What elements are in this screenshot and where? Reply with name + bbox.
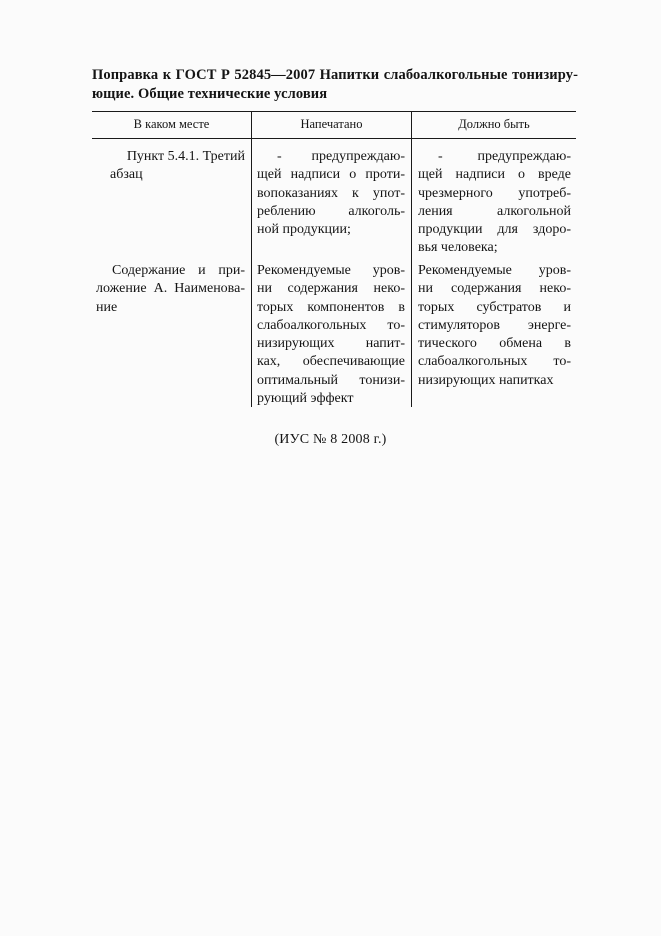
row2-printed-line: Рекомендуемые уров- bbox=[257, 263, 405, 278]
row1-should-be bbox=[418, 148, 571, 258]
row2-should-be-line: Рекомендуемые уров- bbox=[418, 263, 571, 278]
row1-where bbox=[96, 148, 245, 185]
row2-printed-line: торых компонентов в bbox=[257, 299, 405, 315]
row2-where-line: ние bbox=[96, 299, 118, 315]
row2-should-be-line: стимуляторов энерге- bbox=[418, 317, 571, 333]
document-title bbox=[92, 66, 578, 104]
row2-where-line: Содержание и при- bbox=[112, 263, 245, 278]
column-divider-2 bbox=[411, 111, 412, 407]
row1-should-be-line: продукции для здоро- bbox=[418, 222, 571, 238]
row2-printed-line: слабоалкогольных то- bbox=[257, 317, 405, 333]
row2-should-be bbox=[418, 262, 571, 390]
row1-should-be-line: ления алкогольной bbox=[418, 203, 571, 219]
row2-printed-line: рующий эффект bbox=[257, 391, 354, 407]
row1-should-be-line: - предупреждаю- bbox=[438, 149, 571, 164]
title-line-2: ющие. Общие технические условия bbox=[92, 86, 328, 102]
row2-should-be-line: торых субстратов и bbox=[418, 299, 571, 315]
header-where: В каком месте bbox=[133, 117, 210, 131]
header-printed: Напечатано bbox=[300, 117, 363, 131]
row1-printed-line: - предупреждаю- bbox=[277, 149, 405, 164]
row2-where-line: ложение А. Наименова- bbox=[96, 281, 245, 297]
row2-printed bbox=[257, 262, 405, 408]
title-line-1: Поправка к ГОСТ Р 52845—2007 Напитки слабоалкогольные тонизиру- bbox=[92, 67, 578, 83]
row2-should-be-line: низирующих напитках bbox=[418, 372, 554, 388]
table-top-rule bbox=[92, 111, 576, 112]
row1-printed-line: щей надписи о проти- bbox=[257, 167, 405, 183]
row2-printed-line: ни содержания неко- bbox=[257, 281, 405, 297]
row2-should-be-line: слабоалкогольных то- bbox=[418, 354, 571, 370]
row1-printed bbox=[257, 148, 405, 239]
row1-should-be-line: чрезмерного употреб- bbox=[418, 185, 571, 201]
row2-where bbox=[96, 262, 245, 317]
row1-where-line: абзац bbox=[110, 167, 143, 183]
column-divider-1 bbox=[251, 111, 252, 407]
row1-should-be-line: вья человека; bbox=[418, 240, 498, 256]
row1-printed-line: вопоказаниях к упот- bbox=[257, 185, 405, 201]
header-should-be: Должно быть bbox=[458, 117, 530, 131]
row2-printed-line: оптимальный тонизи- bbox=[257, 372, 405, 388]
row2-printed-line: ках, обеспечивающие bbox=[257, 354, 405, 370]
row1-should-be-line: щей надписи о вреде bbox=[418, 167, 571, 183]
row2-should-be-line: тического обмена в bbox=[418, 336, 571, 352]
row2-should-be-line: ни содержания неко- bbox=[418, 281, 571, 297]
row1-printed-line: ной продукции; bbox=[257, 222, 351, 238]
row2-printed-line: низирующих напит- bbox=[257, 336, 405, 352]
row1-printed-line: реблению алкоголь- bbox=[257, 203, 405, 219]
row1-where-line: Пункт 5.4.1. Третий bbox=[126, 149, 245, 164]
source-reference: (ИУС № 8 2008 г.) bbox=[274, 432, 387, 447]
